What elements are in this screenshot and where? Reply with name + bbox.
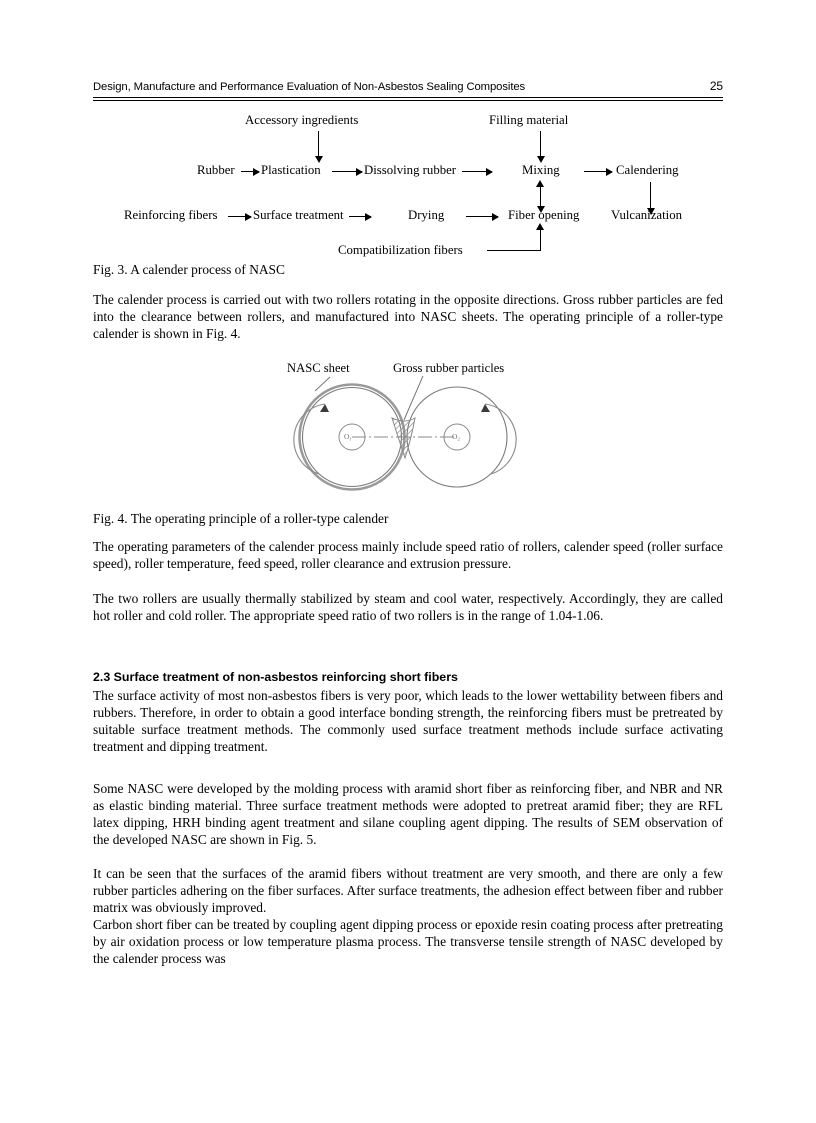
paragraph-2-3-surface-activity: The surface activity of most non-asbestos fibers is very poor, which leads to the lower wettability between fibers and rubbers. Therefore, in order to obtain a good interface bonding strength, the reinforcing fibers must be pretreated by suitable surface treatment methods. The commonly used surface treatment methods include surface activating treatment and dipping treatment. bbox=[93, 688, 723, 754]
flow-node-compatibilization-fibers: Compatibilization fibers bbox=[338, 243, 463, 257]
arrow-mixing-to-calendering bbox=[584, 171, 612, 172]
roller-diagram-svg bbox=[93, 358, 723, 508]
paragraph-two-rollers: The two rollers are usually thermally stabilized by steam and cool water, respectively. Accordingly, they are called hot roller and cold roller. The appropriate speed ratio of two rollers is in the range of 1.04-1.06. bbox=[93, 591, 723, 623]
flow-node-calendering: Calendering bbox=[616, 163, 679, 177]
flow-node-surface-treatment: Surface treatment bbox=[253, 208, 344, 222]
flow-node-vulcanization: Vulcanization bbox=[611, 208, 683, 222]
line-compatibilization-vertical bbox=[540, 230, 541, 251]
header-title: Design, Manufacture and Performance Evaluation of Non-Asbestos Sealing Composites bbox=[93, 81, 526, 93]
flow-node-plastication: Plastication bbox=[261, 163, 321, 177]
figure-4-label-gross-rubber-particles: Gross rubber particles bbox=[393, 361, 505, 375]
paragraph-2-3-aramid-surfaces: It can be seen that the surfaces of the aramid fibers without treatment are very smooth, and there are only a few rubber particles adhering on the fiber surfaces. After surface treatments, the adhesion effect between fiber and rubber matrix was obviously improved. bbox=[93, 866, 723, 915]
paragraph-operating-parameters: The operating parameters of the calender process mainly include speed ratio of rollers, calender speed (roller surface speed), roller temperature, feed speed, roller clearance and extrusion pressure. bbox=[93, 539, 723, 571]
arrow-rubber-to-plastication bbox=[241, 171, 259, 172]
line-compatibilization-horizontal bbox=[487, 250, 541, 251]
paragraph-2-3-some-nasc: Some NASC were developed by the molding process with aramid short fiber as reinforcing fiber, and NBR and NR as elastic binding material. Three surface treatment methods were adopted to pretreat aramid fiber; they are RFL latex dipping, HRH binding agent treatment and silane coupling agent dipping. The results of SEM observation of the developed NASC are shown in Fig. 5. bbox=[93, 781, 723, 847]
flow-node-fiber-opening: Fiber opening bbox=[508, 208, 580, 222]
header-rule-bottom bbox=[93, 100, 723, 101]
section-heading-2-3: 2.3 Surface treatment of non-asbestos reinforcing short fibers bbox=[93, 670, 458, 684]
flow-node-accessory-ingredients: Accessory ingredients bbox=[245, 113, 359, 127]
figure-3-flow-diagram bbox=[93, 110, 723, 260]
flow-node-drying: Drying bbox=[408, 208, 445, 222]
left-roller-center-label: O₁ bbox=[344, 432, 353, 441]
figure-4-roller-diagram bbox=[93, 358, 723, 508]
flow-node-dissolving-rubber: Dissolving rubber bbox=[364, 163, 457, 177]
arrow-dissolving-to-mixing bbox=[462, 171, 492, 172]
flow-node-reinforcing-fibers: Reinforcing fibers bbox=[124, 208, 218, 222]
arrow-surface-treatment-to-drying bbox=[349, 216, 371, 217]
arrowhead-compatibilization-to-fiber-opening bbox=[536, 223, 544, 230]
figure-4-caption: Fig. 4. The operating principle of a roller-type calender bbox=[93, 511, 389, 526]
header-rule-top bbox=[93, 97, 723, 98]
arrowhead-fiber-opening-to-mixing bbox=[536, 180, 544, 187]
flow-node-filling-material: Filling material bbox=[489, 113, 569, 127]
right-roller-center-label: O₂ bbox=[452, 432, 461, 441]
page-number: 25 bbox=[709, 79, 723, 93]
figure-3-caption: Fig. 3. A calender process of NASC bbox=[93, 262, 285, 277]
arrow-plastication-to-dissolving bbox=[332, 171, 362, 172]
right-roller-rotation-arc bbox=[485, 404, 516, 474]
arrow-accessory-to-plastication bbox=[318, 131, 319, 156]
arrow-reinforcing-to-surface-treatment bbox=[228, 216, 251, 217]
leader-nasc-sheet bbox=[315, 377, 330, 391]
arrow-drying-to-fiber-opening bbox=[466, 216, 498, 217]
flow-node-rubber: Rubber bbox=[197, 163, 235, 177]
running-header bbox=[93, 79, 723, 93]
paragraph-2-3-carbon-short-fiber: Carbon short fiber can be treated by coupling agent dipping process or epoxide resin coating process after pretreating by air oxidation process or low temperature plasma process. The transverse tensile strength of NASC developed by the calender process was bbox=[93, 917, 723, 966]
figure-4-label-nasc-sheet: NASC sheet bbox=[287, 361, 350, 375]
arrow-calendering-to-vulcanization bbox=[650, 182, 651, 208]
arrow-filling-to-mixing bbox=[540, 131, 541, 156]
paragraph-calender-process: The calender process is carried out with two rollers rotating in the opposite directions. Gross rubber particles are fed into the clearance between rollers, and manufactured into NASC sheets. The operating principle of a roller-type calender is shown in Fig. 4. bbox=[93, 292, 723, 341]
flow-node-mixing: Mixing bbox=[522, 163, 560, 177]
